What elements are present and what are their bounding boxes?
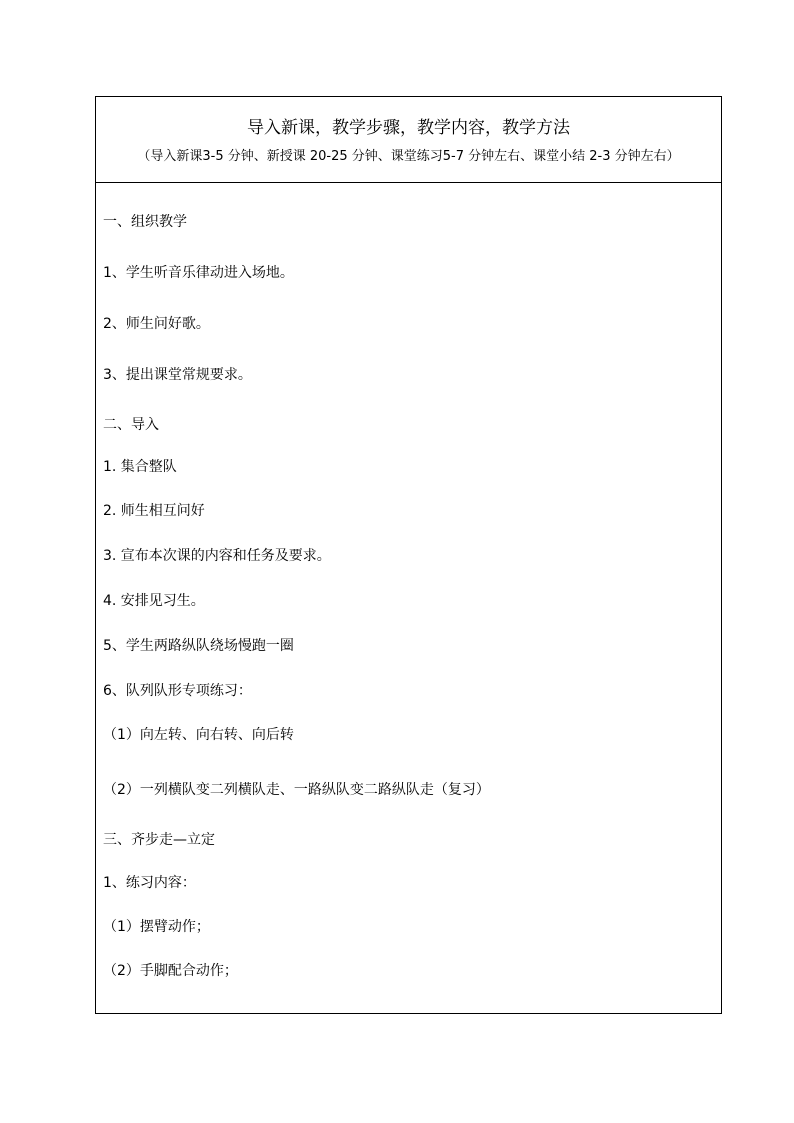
- lesson-plan-table: [95, 96, 722, 1014]
- content-line: 5、学生两路纵队绕场慢跑一圈: [103, 638, 294, 654]
- content-line: 1、练习内容：: [103, 875, 196, 891]
- table-header: [96, 97, 721, 183]
- table-title: 导入新课，教学步骤，教学内容，教学方法: [247, 118, 570, 138]
- content-line: 2、师生问好歌。: [103, 316, 210, 332]
- section-heading: 一、组织教学: [103, 214, 187, 230]
- content-line: 3. 宣布本次课的内容和任务及要求。: [103, 548, 331, 564]
- section-heading: 三、齐步走—立定: [103, 832, 215, 848]
- content-line: （2）一列横队变二列横队走、一路纵队变二路纵队走（复习）: [103, 782, 490, 798]
- content-line: 1、学生听音乐律动进入场地。: [103, 265, 294, 281]
- content-line: 3、提出课堂常规要求。: [103, 367, 252, 383]
- content-line: （1）向左转、向右转、向后转: [103, 727, 294, 743]
- section-heading: 二、导入: [103, 417, 159, 433]
- table-subtitle: （导入新课3-5 分钟、新授课 20-25 分钟、课堂练习5-7 分钟左右、课堂小结 2-3 分钟左右）: [137, 149, 680, 164]
- content-line: 1. 集合整队: [103, 459, 177, 475]
- content-line: 2. 师生相互问好: [103, 503, 205, 519]
- content-line: 6、队列队形专项练习：: [103, 683, 252, 699]
- content-line: （1）摆臂动作；: [103, 919, 210, 935]
- content-line: 4. 安排见习生。: [103, 593, 205, 609]
- content-line: （2）手脚配合动作；: [103, 963, 238, 979]
